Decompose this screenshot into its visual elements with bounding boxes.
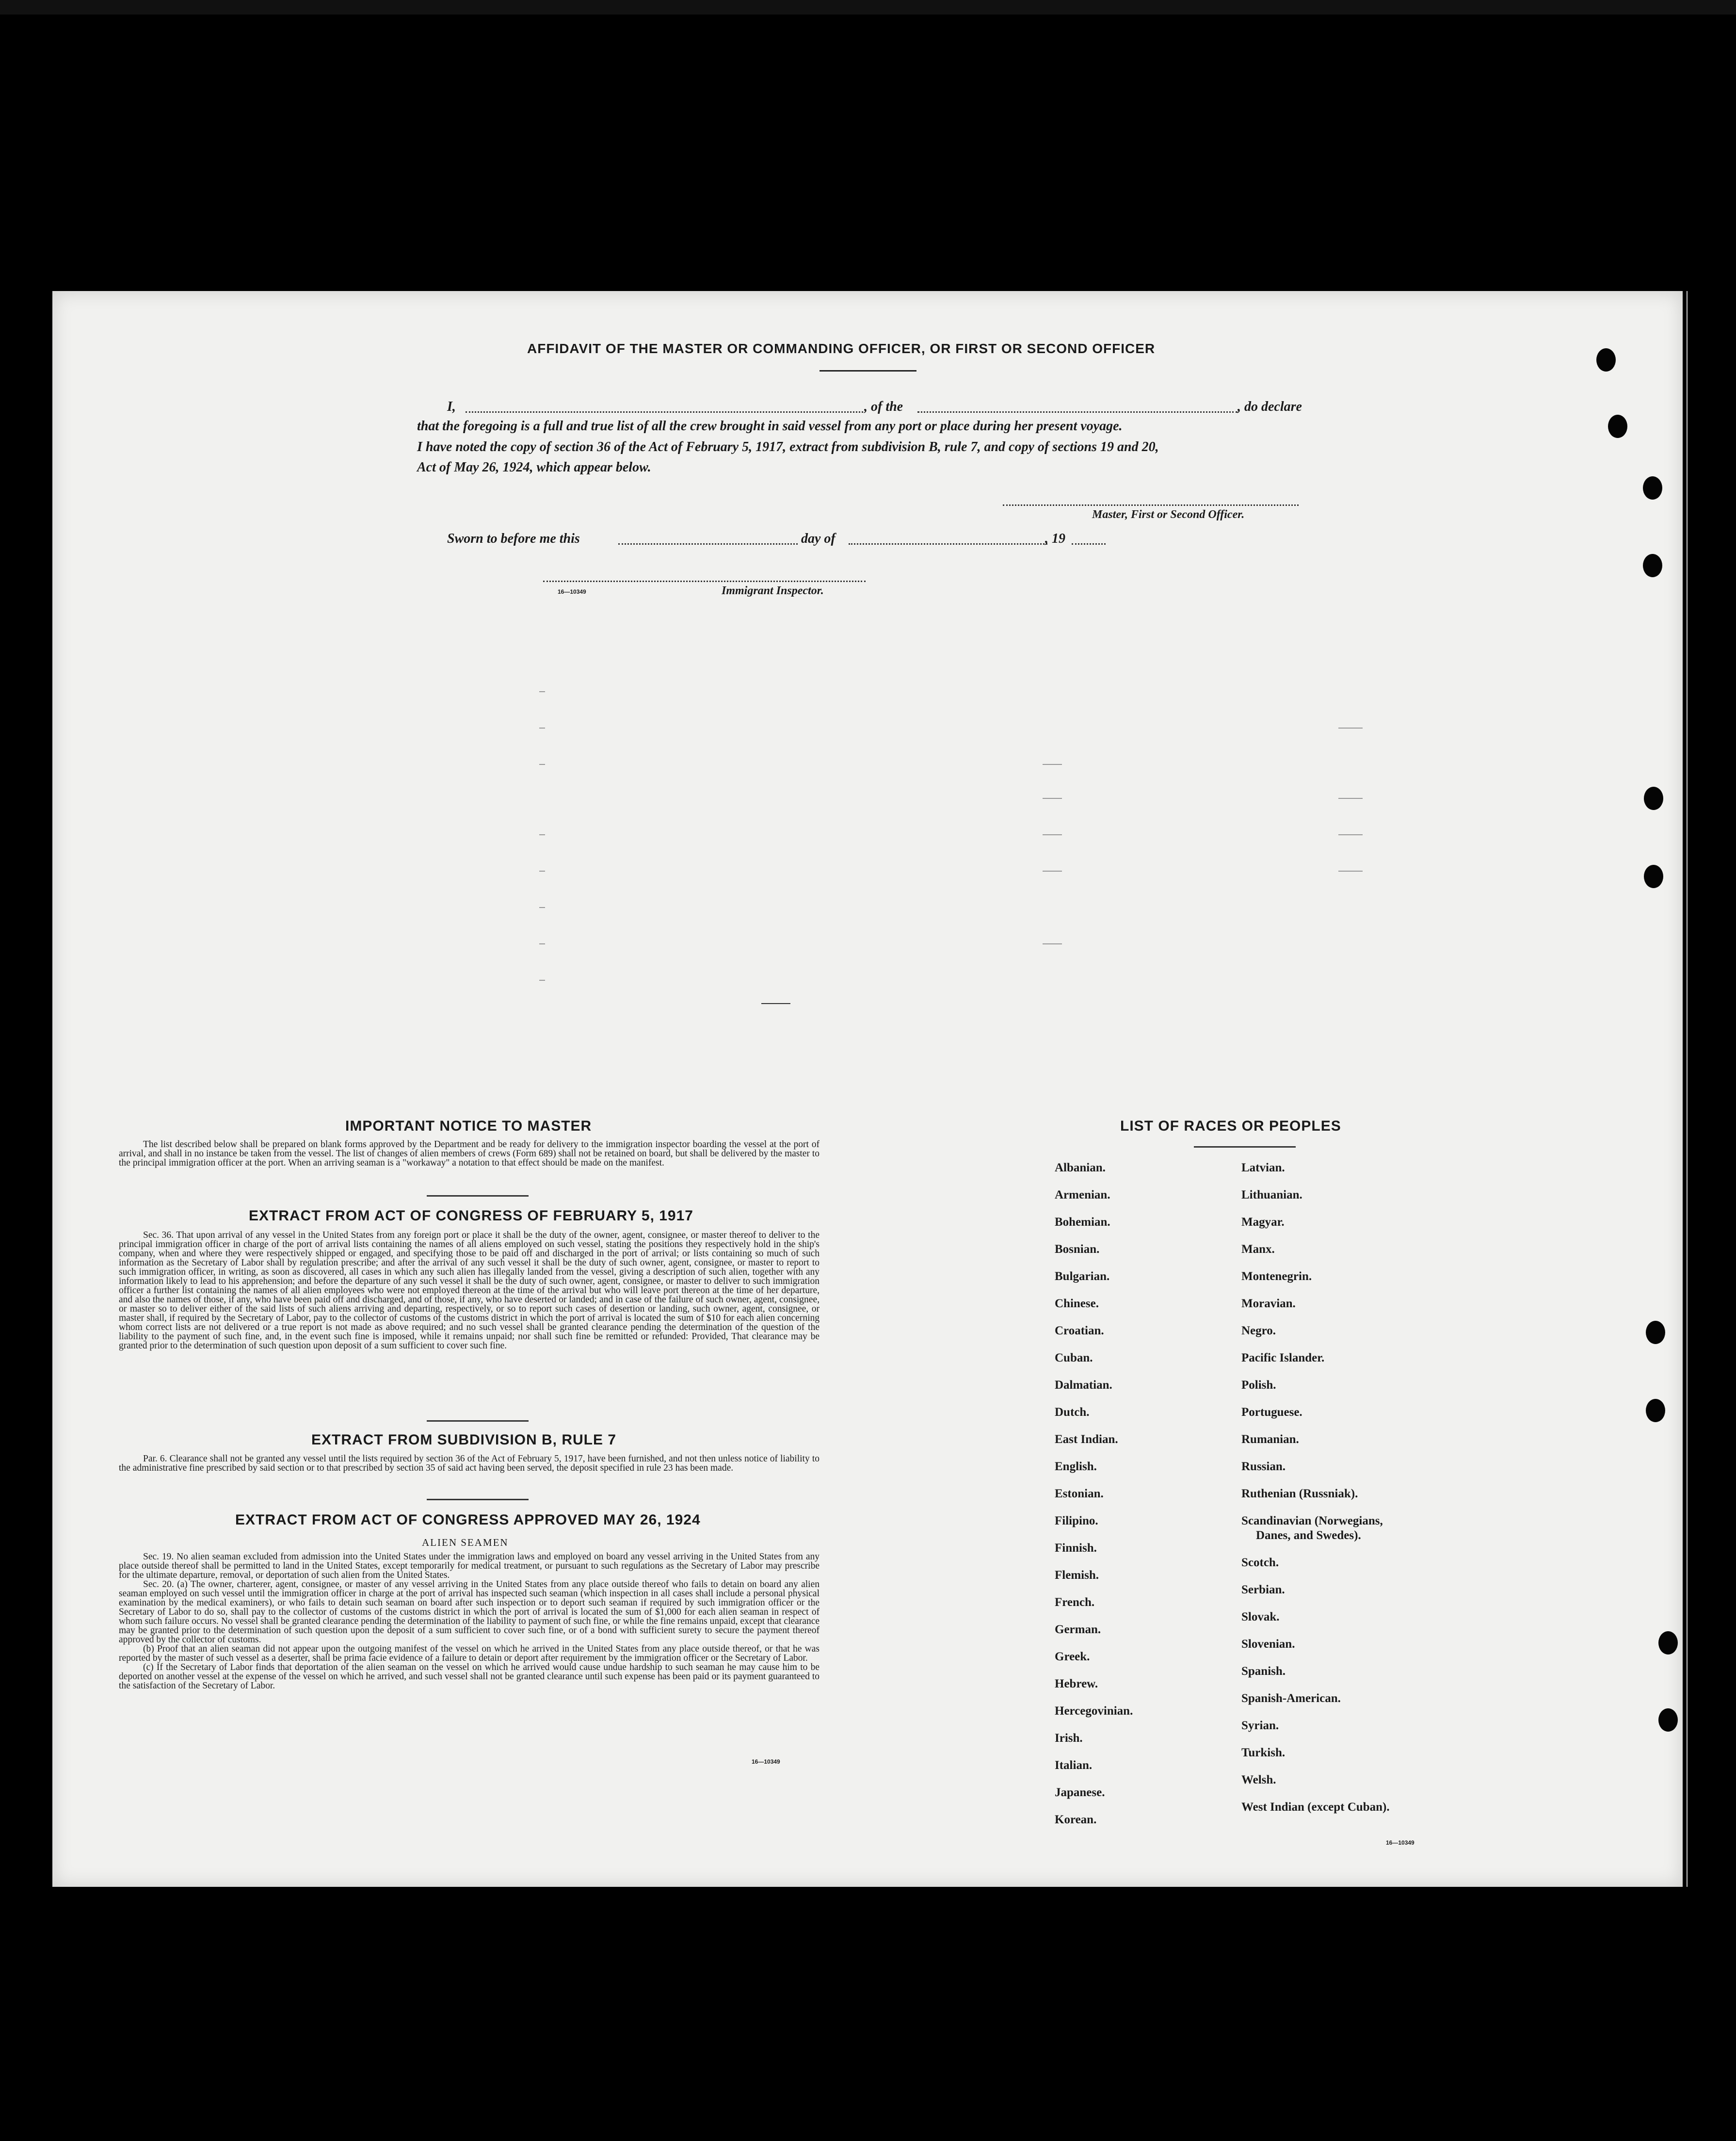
- race-item: Negro.: [1241, 1324, 1276, 1337]
- race-item: Bohemian.: [1055, 1216, 1110, 1229]
- vessel-name-line: [917, 411, 1238, 413]
- subdivision-text: [119, 1454, 820, 1473]
- bleed-through-mark: [1043, 943, 1062, 944]
- punch-hole: [1644, 865, 1663, 888]
- race-item: Hebrew.: [1055, 1677, 1098, 1690]
- title-rule: [820, 370, 916, 372]
- race-item: Cuban.: [1055, 1351, 1093, 1364]
- section-rule: [1194, 1146, 1296, 1148]
- race-item: Syrian.: [1241, 1719, 1279, 1732]
- extract-1924-text: [119, 1552, 820, 1690]
- race-item: Turkish.: [1241, 1746, 1286, 1759]
- race-item: Serbian.: [1241, 1583, 1285, 1596]
- race-item: Italian.: [1055, 1759, 1093, 1772]
- race-item: Danes, and Swedes).: [1256, 1529, 1361, 1542]
- race-item: Korean.: [1055, 1813, 1097, 1826]
- race-item: Scandinavian (Norwegians,: [1241, 1514, 1383, 1527]
- subdivision-title: EXTRACT FROM SUBDIVISION B, RULE 7: [311, 1432, 617, 1448]
- race-item: Welsh.: [1241, 1773, 1276, 1786]
- race-item: Flemish.: [1055, 1569, 1099, 1582]
- race-item: Albanian.: [1055, 1161, 1106, 1174]
- races-right-column: [1241, 1161, 1390, 1827]
- race-item: German.: [1055, 1623, 1101, 1636]
- declaration-i: I,: [447, 399, 456, 414]
- race-item: Bulgarian.: [1055, 1270, 1110, 1283]
- sworn-month-line: [849, 543, 1047, 545]
- race-item: Latvian.: [1241, 1161, 1285, 1174]
- bleed-through-mark: [539, 871, 545, 872]
- races-left-column: [1055, 1161, 1133, 1840]
- punch-hole: [1644, 787, 1663, 810]
- race-item: Manx.: [1241, 1243, 1275, 1256]
- race-item: Pacific Islander.: [1241, 1351, 1325, 1364]
- bleed-through-mark: [539, 764, 545, 765]
- alien-seamen-subtitle: ALIEN SEAMEN: [422, 1537, 509, 1548]
- sworn-year-line: [1072, 543, 1106, 545]
- section-rule: [427, 1499, 529, 1500]
- affidavit-title: AFFIDAVIT OF THE MASTER OR COMMANDING OFFICER, OR FIRST OR SECOND OFFICER: [527, 341, 1156, 356]
- races-title: LIST OF RACES OR PEOPLES: [1120, 1118, 1341, 1134]
- punch-hole: [1646, 1399, 1665, 1422]
- declaration-line-2: that the foregoing is a full and true list of all the crew brought in said vessel from any port or place during her present voyage.: [417, 419, 1123, 434]
- master-signature-caption: Master, First or Second Officer.: [1092, 508, 1245, 521]
- bleed-through-mark: [1043, 798, 1062, 799]
- affidavit-form-number: 16—10349: [558, 588, 586, 595]
- race-item: Polish.: [1241, 1379, 1276, 1392]
- race-item: Magyar.: [1241, 1216, 1285, 1229]
- master-name-line: [466, 411, 863, 413]
- extract-1924-title: EXTRACT FROM ACT OF CONGRESS APPROVED MAY 26, 1924: [235, 1512, 701, 1528]
- race-item: Rumanian.: [1241, 1433, 1299, 1446]
- sworn-day-line: [618, 543, 798, 545]
- race-item: Dalmatian.: [1055, 1379, 1112, 1392]
- race-item: Dutch.: [1055, 1406, 1090, 1419]
- punch-hole: [1608, 415, 1627, 438]
- race-item: Greek.: [1055, 1650, 1090, 1663]
- bleed-through-mark: [1338, 871, 1363, 872]
- race-item: Spanish.: [1241, 1665, 1286, 1678]
- punch-hole: [1596, 348, 1616, 372]
- inspector-signature-line: [543, 581, 866, 582]
- race-item: Ruthenian (Russniak).: [1241, 1487, 1358, 1500]
- notice-text: [119, 1140, 820, 1168]
- declaration-line-3: I have noted the copy of section 36 of the Act of February 5, 1917, extract from subdivision B, rule 7, and copy of sections 19 and 20,: [417, 439, 1159, 454]
- bleed-through-mark: [539, 834, 545, 835]
- extract-1917-text: [119, 1231, 820, 1350]
- inspector-caption: Immigrant Inspector.: [722, 584, 824, 597]
- race-item: Croatian.: [1055, 1324, 1104, 1337]
- section-rule: [427, 1195, 529, 1197]
- bleed-through-mark: [539, 980, 545, 981]
- bleed-through-mark: [539, 907, 545, 908]
- race-item: Estonian.: [1055, 1487, 1104, 1500]
- paragraph-6: Par. 6. Clearance shall not be granted any vessel until the lists required by section 36 of the Act of February 5, 1917, have been furnished, and not then unless notice of liability to the administrative fine prescribed by said section or to that prescribed by section 35 of said act having been served, the deposit specified in rule 23 has been made.: [119, 1454, 820, 1473]
- races-form-number: 16—10349: [1386, 1839, 1415, 1846]
- bleed-through-mark: [539, 943, 545, 944]
- master-signature-line: [1003, 504, 1299, 506]
- bleed-through-mark: [761, 1003, 790, 1004]
- declaration-line-4: Act of May 26, 1924, which appear below.: [417, 460, 651, 475]
- declaration-of-the: , of the: [864, 399, 903, 414]
- extract-1917-title: EXTRACT FROM ACT OF CONGRESS OF FEBRUARY 5, 1917: [249, 1208, 693, 1224]
- extract-form-number: 16—10349: [752, 1758, 780, 1765]
- declaration-do-declare: , do declare: [1238, 399, 1302, 414]
- section-rule: [427, 1420, 529, 1422]
- race-item: East Indian.: [1055, 1433, 1118, 1446]
- bleed-through-mark: [1338, 834, 1363, 835]
- sworn-text: Sworn to before me this: [447, 531, 580, 546]
- bleed-through-mark: [1338, 728, 1363, 729]
- race-item: Filipino.: [1055, 1514, 1098, 1527]
- race-item: Scotch.: [1241, 1556, 1279, 1569]
- section-36-paragraph: Sec. 36. That upon arrival of any vessel in the United States from any foreign port or place it shall be the duty of the owner, agent, consignee, or master thereof to deliver to the principal immigration officer in charge of the port of arrival lists containing the names of all aliens employed on such vessel, stating the positions they respectively hold in the ship's company, when and where they were respectively shipped or engaged, and specifying those to be paid off and discharged in the port of arrival; or lists containing so much of such information as the Secretary of Labor shall by regulation prescribe; and after the arrival of any such vessel it shall be the duty of such owner, agent, consignee, or master to report to such immigration officer, in writing, as soon as discovered, all cases in which any such alien has illegally landed from the vessel, giving a description of such alien, together with any information likely to lead to his apprehension; and before the departure of any such vessel it shall be the duty of such owner, agent, consignee, or master to deliver to such immigration officer a further list containing the names of all alien employees who were not employed thereon at the time of the arrival but who will leave port thereon at the time of her departure, and also the names of those, if any, who have been paid off and discharged, and of those, if any, who have deserted or landed; and in case of the failure of such owner, agent, consignee, or master so to deliver either of the said lists of such aliens arriving and departing, respectively, or so to report such cases of desertion or landing, such owner, agent, consignee, or master shall, if required by the Secretary of Labor, pay to the collector of customs of the customs district in which the port of arrival is located the sum of $10 for each alien concerning whom correct lists are not delivered or a true report is not made as above required; and no such vessel shall be granted clearance pending the determination of the question of the liability to the payment of such fine, and, in the event such fine is imposed, while it remains unpaid; nor shall such fine be remitted or refunded: Provided, That clearance may be granted prior to the determination of such question upon deposit of a sum sufficient to cover such fine.: [119, 1230, 820, 1351]
- section-19-paragraph: Sec. 19. No alien seaman excluded from admission into the United States under the immigration laws and employed on board any vessel arriving in the United States from any place outside thereof shall be permitted to land in the United States, except temporarily for medical treatment, or pursuant to such regulations as the Secretary of Labor may prescribe for the ultimate departure, removal, or deportation of such alien from the United States.: [119, 1552, 820, 1580]
- bleed-through-mark: [1043, 764, 1062, 765]
- race-item: Bosnian.: [1055, 1243, 1100, 1256]
- race-item: Montenegrin.: [1241, 1270, 1312, 1283]
- page-edge-shadow: [1687, 291, 1688, 1887]
- bleed-through-mark: [1338, 798, 1363, 799]
- race-item: Russian.: [1241, 1460, 1286, 1473]
- race-item: Slovak.: [1241, 1610, 1280, 1623]
- punch-hole: [1646, 1321, 1665, 1344]
- punch-hole: [1658, 1708, 1678, 1732]
- race-item: Portuguese.: [1241, 1406, 1302, 1419]
- race-item: Chinese.: [1055, 1297, 1099, 1310]
- section-20c-paragraph: (c) If the Secretary of Labor finds that deportation of the alien seaman on the vessel on which he arrived would cause undue hardship to such seaman he may cause him to be deported on another vessel at the expense of the vessel on which he arrived, and such vessel shall not be granted clearance until such expense has been paid or its payment guaranteed to the satisfaction of the Secretary of Labor.: [119, 1662, 820, 1691]
- bleed-through-mark: [539, 691, 545, 692]
- race-item: Slovenian.: [1241, 1638, 1295, 1651]
- bleed-through-mark: [1043, 834, 1062, 835]
- notice-paragraph: The list described below shall be prepared on blank forms approved by the Department and be ready for delivery to the immigration inspector boarding the vessel at the port of arrival, and shall in no instance be taken from the vessel. The list of changes of alien members of crews (Form 689) shall not be retained on board, but shall be delivered by the master to the principal immigration officer at the port. When an arriving seaman is a "workaway" a notation to that effect should be made on the manifest.: [119, 1139, 820, 1168]
- race-item: Lithuanian.: [1241, 1188, 1302, 1201]
- section-20a-paragraph: Sec. 20. (a) The owner, charterer, agent, consignee, or master of any vessel arriving in the United States from any place outside thereof who fails to detain on board any alien seaman employed on such vessel until the immigration officer in charge at the port of arrival has inspected such seaman (which inspection in all cases shall include a personal physical examination by the medical examiners), or who fails to detain such seaman on board after such inspection or to deport such seaman if required by such immigration officer or the Secretary of Labor to do so, shall pay to the collector of customs of the customs district in which the port of arrival is located the sum of $1,000 for each alien seaman in respect of whom such failure occurs. No vessel shall be granted clearance pending the determination of the liability to payment of such fine, or while the fine remains unpaid, except that clearance may be granted prior to the determination of such question upon the deposit of a sum sufficient to cover such fine, or of a bond with sufficient surety to secure the payment thereof approved by the collector of customs.: [119, 1579, 820, 1645]
- race-item: French.: [1055, 1596, 1095, 1609]
- race-item: Hercegovinian.: [1055, 1704, 1133, 1718]
- punch-hole: [1643, 476, 1662, 500]
- race-item: West Indian (except Cuban).: [1241, 1800, 1390, 1814]
- punch-hole: [1658, 1631, 1678, 1654]
- notice-title: IMPORTANT NOTICE TO MASTER: [345, 1118, 592, 1134]
- race-item: Armenian.: [1055, 1188, 1110, 1201]
- race-item: Japanese.: [1055, 1786, 1105, 1799]
- bleed-through-mark: [1043, 871, 1062, 872]
- sworn-day-of: day of: [801, 531, 836, 546]
- punch-hole: [1643, 554, 1662, 577]
- race-item: English.: [1055, 1460, 1097, 1473]
- bleed-through-mark: [539, 728, 545, 729]
- film-edge: [0, 0, 1736, 15]
- race-item: Irish.: [1055, 1732, 1083, 1745]
- race-item: Moravian.: [1241, 1297, 1296, 1310]
- race-item: Finnish.: [1055, 1541, 1097, 1555]
- sworn-year: , 19: [1045, 531, 1065, 546]
- race-item: Spanish-American.: [1241, 1692, 1341, 1705]
- section-20b-paragraph: (b) Proof that an alien seaman did not appear upon the outgoing manifest of the vessel on which he arrived in the United States from any place outside thereof, or that he was reported by the master of such vessel as a deserter, shall be prima facie evidence of a failure to detain or deport after requirement by the immigration officer or the Secretary of Labor.: [119, 1644, 820, 1663]
